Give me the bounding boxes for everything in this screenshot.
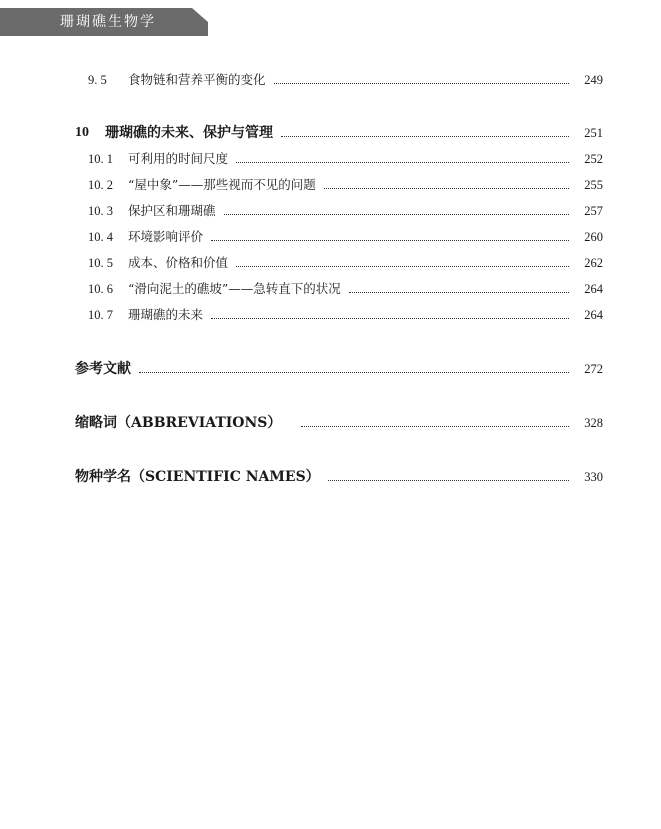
toc-entry-10-6[interactable]: [0, 279, 603, 299]
toc-section-page: 272: [584, 362, 603, 376]
toc-entry-10-7[interactable]: [0, 305, 603, 325]
dot-leader: [301, 426, 569, 427]
toc-entry-number: 10. 3: [88, 204, 113, 218]
toc-chapter-page: 251: [584, 126, 603, 140]
toc-entry-title: 珊瑚礁的未来: [128, 307, 204, 322]
toc-entry-title: 保护区和珊瑚礁: [128, 203, 216, 218]
toc-entry-number: 10. 4: [88, 230, 113, 244]
toc-entry-page: 257: [584, 204, 603, 218]
toc-entry-number: 10. 2: [88, 178, 113, 192]
toc-entry-page: 264: [584, 282, 603, 296]
dot-leader: [211, 318, 569, 319]
dot-leader: [281, 136, 569, 137]
toc-chapter-number: 10: [75, 125, 89, 140]
toc-entry-page: 262: [584, 256, 603, 270]
toc-section-page: 330: [584, 470, 603, 484]
toc-entry-10-2[interactable]: [0, 175, 603, 195]
toc-entry-10-1[interactable]: [0, 149, 603, 169]
dot-leader: [236, 266, 569, 267]
toc-section-title: 物种学名（SCIENTIFIC NAMES）: [75, 469, 320, 485]
dot-leader: [328, 480, 569, 481]
toc-entry-number: 10. 7: [88, 308, 113, 322]
toc-entry-9-5[interactable]: [0, 70, 603, 90]
dot-leader: [274, 83, 569, 84]
toc-entry-number: 10. 6: [88, 282, 113, 296]
dot-leader: [211, 240, 569, 241]
toc-entry-title: 可利用的时间尺度: [128, 151, 229, 166]
toc-entry-page: 260: [584, 230, 603, 244]
toc-entry-10-5[interactable]: [0, 253, 603, 273]
toc-entry-title: 成本、价格和价值: [128, 255, 229, 270]
dot-leader: [349, 292, 569, 293]
running-header-title: 珊瑚礁生物学: [60, 14, 156, 30]
toc-section-title: 参考文献: [75, 361, 131, 377]
dot-leader: [236, 162, 569, 163]
dot-leader: [139, 372, 569, 373]
toc-entry-title: “滑向泥土的礁坡”——急转直下的状况: [128, 281, 341, 296]
toc-entry-page: 255: [584, 178, 603, 192]
dot-leader: [224, 214, 569, 215]
toc-entry-page: 252: [584, 152, 603, 166]
toc-entry-title: 食物链和营养平衡的变化: [128, 72, 266, 87]
toc-entry-page: 264: [584, 308, 603, 322]
toc-entry-10-4[interactable]: [0, 227, 603, 247]
toc-entry-title: 环境影响评价: [128, 229, 204, 244]
toc-references[interactable]: [0, 359, 603, 379]
toc-entry-page: 249: [584, 73, 603, 87]
toc-entry-title: “屋中象”——那些视而不见的问题: [128, 177, 316, 192]
toc-section-title: 缩略词（ABBREVIATIONS）: [75, 415, 282, 431]
toc-entry-number: 10. 1: [88, 152, 113, 166]
toc-entry-10-3[interactable]: [0, 201, 603, 221]
dot-leader: [324, 188, 569, 189]
toc-scientific-names[interactable]: [0, 467, 603, 487]
toc-entry-number: 10. 5: [88, 256, 113, 270]
toc-entry-number: 9. 5: [88, 73, 107, 87]
toc-chapter-10[interactable]: [0, 123, 603, 143]
toc-abbreviations[interactable]: [0, 413, 603, 433]
toc-chapter-title: 珊瑚礁的未来、保护与管理: [105, 125, 273, 141]
toc-section-page: 328: [584, 416, 603, 430]
